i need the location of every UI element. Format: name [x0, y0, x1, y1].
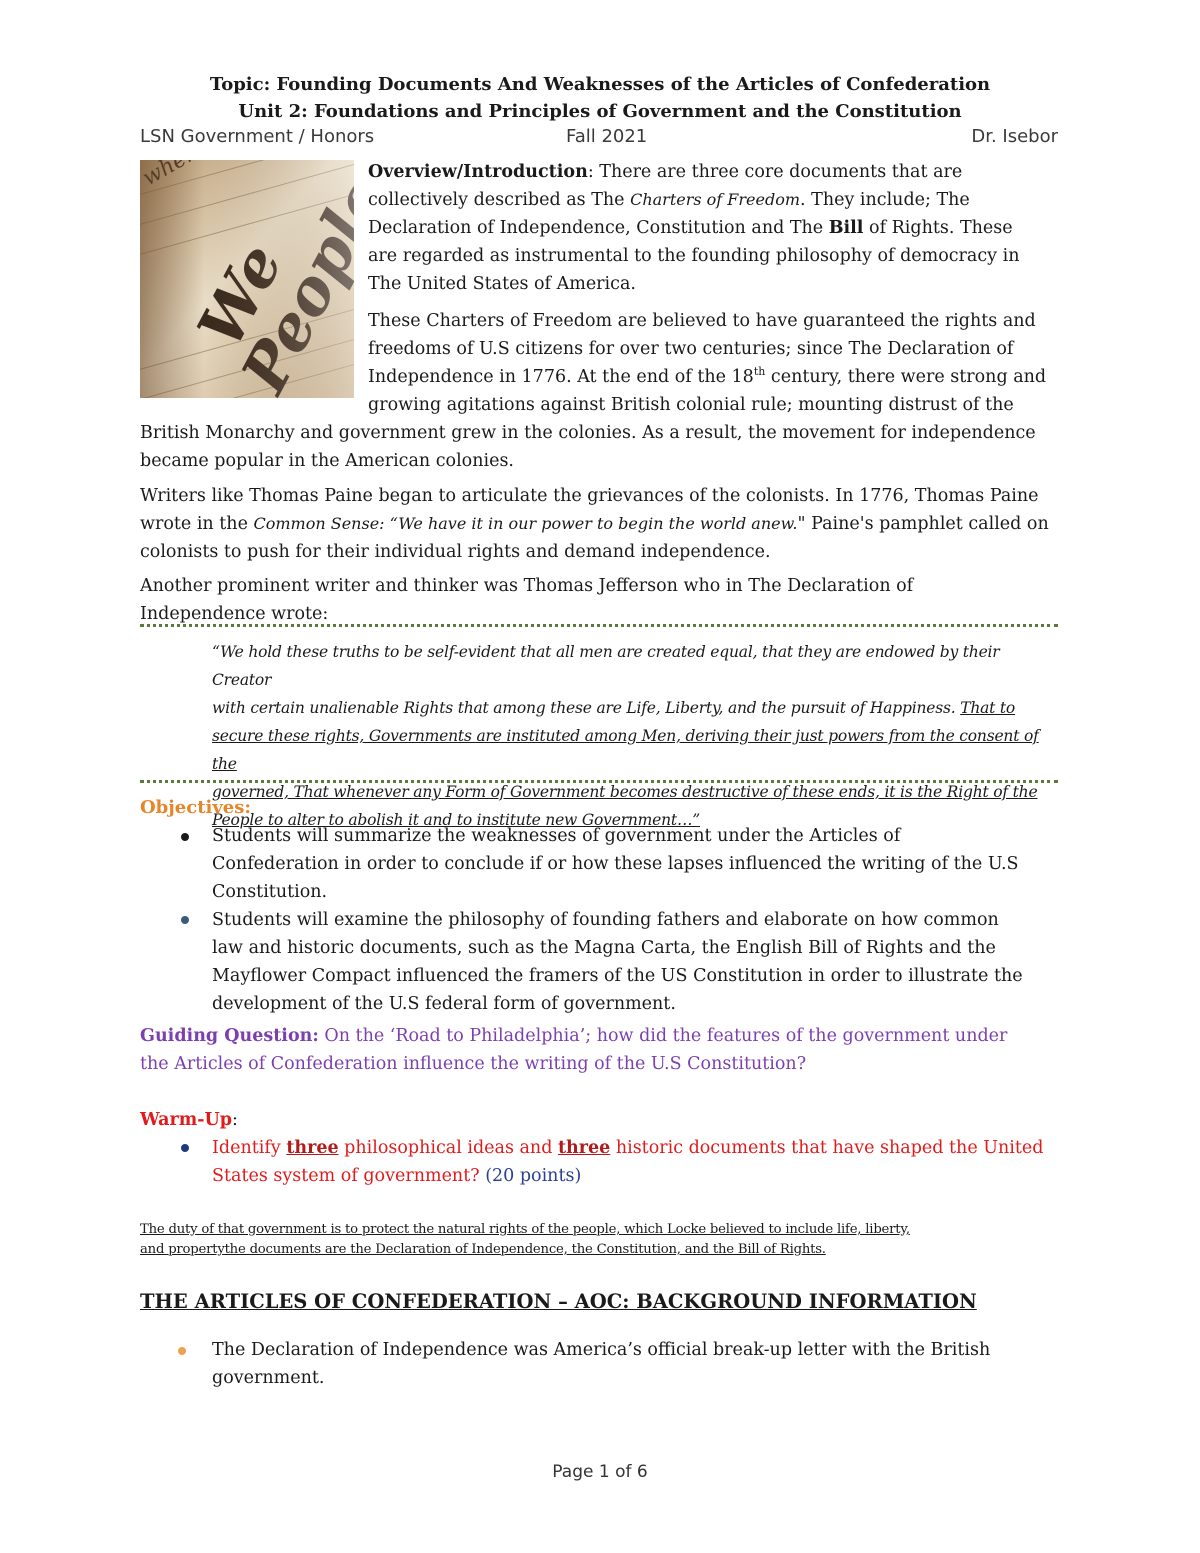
guiding-question-label: Guiding Question: [140, 1026, 319, 1046]
unit-title: Unit 2: Foundations and Principles of Government and the Constitution [238, 101, 962, 122]
dotted-divider-top [140, 624, 1058, 631]
bullet-icon [181, 916, 189, 924]
course-name: LSN Government / Honors [140, 126, 375, 147]
page-number: Page 1 of 6 [552, 1462, 648, 1482]
charters-of-freedom: Charters of Freedom [630, 190, 801, 209]
teacher-name: Dr. Isebor [971, 126, 1058, 147]
warm-up-answer: The duty of that government is to protect the natural rights of the people, which Locke believed to include life, liberty, and propertythe documents are the Declaration of Independence, the Constitution, and the Bill of Rights. [140, 1222, 910, 1257]
dotted-divider-bottom [140, 780, 1058, 787]
objectives-heading: Objectives: [140, 797, 252, 818]
course-header [140, 126, 1058, 150]
guiding-question: Guiding Question: On the ‘Road to Philadelphia’; how did the features of the government under the Articles of Confederation influence the writing of the U.S Constitution? [140, 1026, 1008, 1074]
charters-paragraph-bottom: British Monarchy and government grew in the colonies. As a result, the movement for independence became popular in the American colonies. [140, 423, 1036, 471]
term: Fall 2021 [566, 126, 648, 147]
objective-item-2: Students will examine the philosophy of founding fathers and elaborate on how common law and historic documents, such as the Magna Carta, the English Bill of Rights and the Mayflower Compact influenced the framers of the US Constitution in order to illustrate the development of the U.S federal form of government. [212, 910, 1023, 1014]
charters-paragraph-top: These Charters of Freedom are believed to have guaranteed the rights and freedoms of U.S citizens for over two centuries; since The Declaration of Independence in 1776. At the end of the 18th century, there were strong and growing agitations against British colonial rule; mounting distrust of the [368, 311, 1047, 415]
overview-label: Overview/Introduction [368, 162, 588, 182]
objective-item-1: Students will summarize the weaknesses of government under the Articles of Confederation in order to conclude if or how these lapses influenced the writing of the U.S Constitution. [212, 826, 1019, 902]
common-sense-quote: Common Sense: “We have it in our power to begin the world anew. [253, 514, 798, 533]
warm-up-heading: Warm-Up: [140, 1110, 238, 1130]
bullet-icon [181, 1144, 189, 1152]
background-item-1: The Declaration of Independence was America’s official break-up letter with the British government. [212, 1340, 991, 1388]
paine-paragraph: Writers like Thomas Paine began to articulate the grievances of the colonists. In 1776, Thomas Paine wrote in the Common Sense: “We have it in our power to begin the world anew." Paine's pamphlet called on colonists to push for their individual rights and demand independence. [140, 486, 1049, 562]
warm-up-item: Identify three philosophical ideas and three historic documents that have shaped the United States system of government? (20 points) [212, 1138, 1044, 1186]
bullet-icon [181, 833, 189, 841]
bullet-icon [178, 1347, 186, 1355]
jefferson-paragraph: Another prominent writer and thinker was Thomas Jefferson who in The Declaration of Independence wrote: [140, 576, 914, 624]
overview-paragraph: Overview/Introduction: There are three core documents that are collectively described as The Charters of Freedom. They include; The Declaration of Independence, Constitution and The Bill of Rights. These are regarded as instrumental to the founding philosophy of democracy in The United States of America. [368, 162, 1020, 294]
section-title: THE ARTICLES OF CONFEDERATION – AOC: BACKGROUND INFORMATION [140, 1290, 977, 1313]
we-the-people-photo [140, 160, 354, 398]
topic-title: Topic: Founding Documents And Weaknesses of the Articles of Confederation [209, 74, 991, 95]
declaration-quote: “We hold these truths to be self-evident that all men are created equal, that they are endowed by their Creator with certain unalienable Rights that among these are Life, Liberty, and the pursuit of Happiness. That to secure these rights, Governments are instituted among Men, deriving their just powers from the consent of the governed, That whenever any Form of Government becomes destructive of these ends, it is the Right of the People to alter to abolish it and to institute new Government…” [212, 643, 1039, 829]
